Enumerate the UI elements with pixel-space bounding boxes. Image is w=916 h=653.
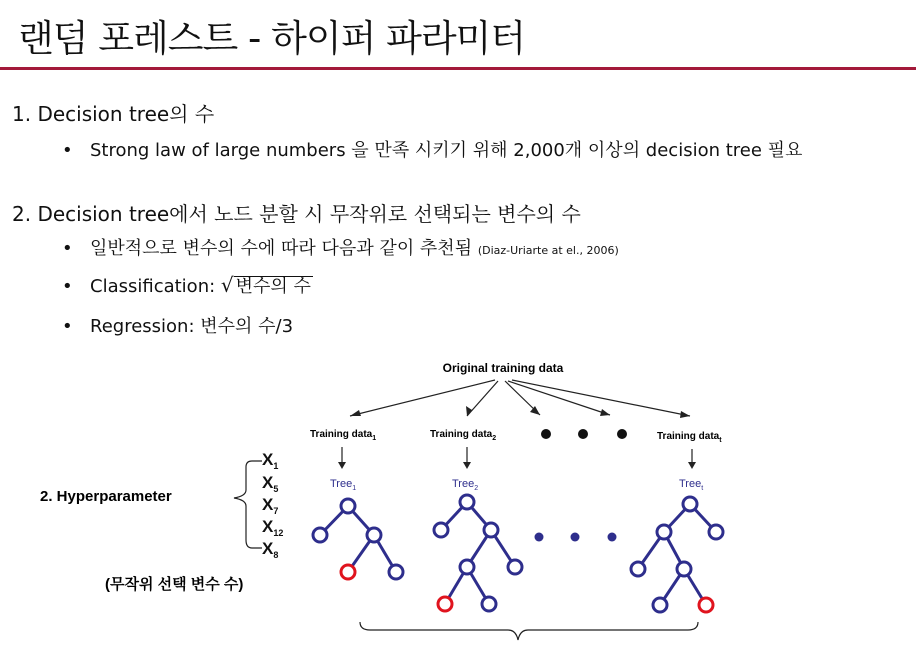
item2-heading: 2. Decision tree에서 노드 분할 시 무작위로 선택되는 변수의 수 <box>12 202 581 226</box>
root-arrows <box>350 380 690 416</box>
ellipsis-dots-trees <box>535 533 617 542</box>
variable-x5: $X_5$ <box>262 473 279 494</box>
item1-heading: 1. Decision tree의 수 <box>12 102 215 126</box>
tree-1-label: Tree$_1$ <box>330 478 357 492</box>
bullet-dot: • <box>62 276 73 297</box>
variable-x8: $X_8$ <box>262 539 279 560</box>
training-data-2: Training data$_2$ <box>430 429 497 442</box>
arrow-5 <box>512 380 690 416</box>
bottom-brace <box>360 622 698 640</box>
item1-bullet-text: Strong law of large numbers 을 만족 시키기 위해 2,000개 이상의 decision tree 필요 <box>90 140 803 161</box>
variable-list <box>262 450 283 560</box>
slide-title: 랜덤 포레스트 - 하이퍼 파라미터 <box>18 17 526 60</box>
classification-label: Classification: <box>90 276 216 297</box>
variable-x12: $X_{12}$ <box>262 517 284 538</box>
hyperparameter-label: 2. Hyperparameter <box>40 488 172 505</box>
regression-value: 변수의 수/3 <box>200 316 294 337</box>
root-label: Original training data <box>442 361 564 375</box>
tree-2-label: Tree$_2$ <box>452 478 479 492</box>
bullet-dot: • <box>62 238 73 259</box>
classification-value: 변수의 수 <box>235 276 311 297</box>
tree-1 <box>313 499 403 579</box>
bullet-dot: • <box>62 316 73 337</box>
regression-label: Regression: <box>90 316 195 337</box>
bullet-dot: • <box>62 140 73 161</box>
ellipsis-dots-top <box>541 429 627 439</box>
left-brace <box>234 461 262 548</box>
down-arrows <box>342 447 692 465</box>
sqrt-icon: √ <box>220 273 234 297</box>
item2-bullet1-text: 일반적으로 변수의 수에 따라 다음과 같이 추천됨 <box>90 238 473 259</box>
citation: (Diaz-Uriarte at el., 2006) <box>477 244 619 257</box>
tree-t-label: Tree$_t$ <box>679 478 704 492</box>
tree-t <box>631 497 723 612</box>
arrow-1 <box>350 380 495 416</box>
tree-2 <box>434 495 522 611</box>
training-data-1: Training data$_1$ <box>310 429 377 442</box>
root-arrowheads <box>350 406 690 418</box>
variable-x1: $X_1$ <box>262 450 279 471</box>
variable-x7: $X_7$ <box>262 495 279 516</box>
down-arrowheads <box>338 462 696 469</box>
diagram-caption: (무작위 선택 변수 수) <box>105 576 244 593</box>
training-data-t: Training data$_t$ <box>657 431 722 444</box>
